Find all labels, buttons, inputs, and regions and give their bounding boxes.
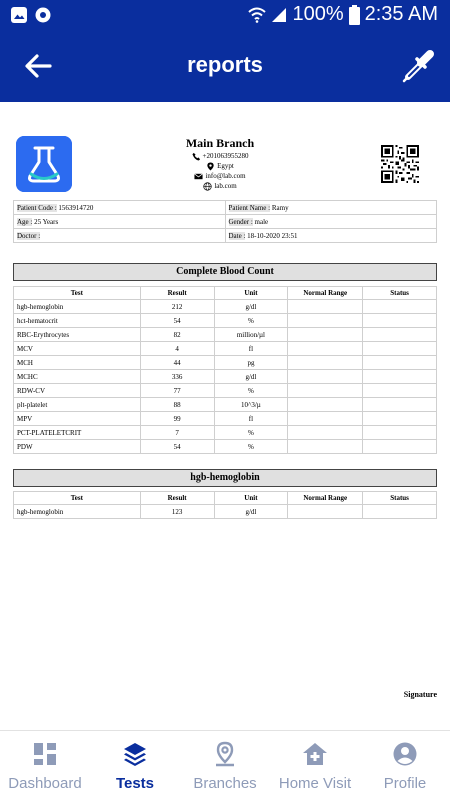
unit-cell: pg bbox=[214, 356, 288, 370]
location-pin-icon bbox=[206, 162, 215, 171]
unit-cell: % bbox=[214, 426, 288, 440]
branch-phone: +201063955280 bbox=[150, 151, 290, 161]
branch-name: Main Branch bbox=[185, 136, 255, 150]
normal-range-cell bbox=[288, 426, 363, 440]
result-cell: 123 bbox=[140, 505, 214, 519]
status-cell bbox=[363, 370, 437, 384]
unit-cell: fl bbox=[214, 342, 288, 356]
result-cell: 54 bbox=[140, 314, 214, 328]
qr-code bbox=[381, 145, 419, 183]
table-row bbox=[14, 412, 437, 426]
normal-range-cell bbox=[288, 328, 363, 342]
table-row bbox=[14, 342, 437, 356]
table-row bbox=[14, 229, 437, 243]
signature-label: Signature bbox=[403, 690, 437, 699]
test-name-cell: MCHC bbox=[14, 370, 141, 384]
nav-profile[interactable] bbox=[360, 731, 450, 800]
nav-label: Tests bbox=[115, 775, 155, 792]
normal-range-cell bbox=[288, 342, 363, 356]
table-row bbox=[14, 356, 437, 370]
table-row bbox=[14, 426, 437, 440]
status-cell bbox=[363, 356, 437, 370]
unit-cell: 10^3/µ bbox=[214, 398, 288, 412]
status-cell bbox=[363, 412, 437, 426]
nav-label: Home Visit bbox=[278, 775, 352, 792]
patient-name: Ramy bbox=[271, 203, 289, 212]
table-row bbox=[14, 398, 437, 412]
nav-home-visit[interactable] bbox=[270, 731, 360, 800]
report-date: 18-10-2020 23:51 bbox=[247, 231, 298, 240]
col-normal-range: Normal Range bbox=[288, 492, 363, 505]
gender-cell: Gender : male bbox=[225, 215, 437, 229]
col-test: Test bbox=[14, 287, 141, 300]
email-icon bbox=[194, 172, 203, 181]
status-cell bbox=[363, 398, 437, 412]
test-name-cell: hct-hematocrit bbox=[14, 314, 141, 328]
table-row bbox=[14, 384, 437, 398]
branch-header bbox=[150, 136, 290, 191]
cbc-rows bbox=[14, 300, 437, 454]
normal-range-cell bbox=[288, 314, 363, 328]
cbc-table bbox=[13, 286, 437, 454]
table-header-row bbox=[14, 492, 437, 505]
patient-info-table bbox=[13, 200, 437, 243]
unit-cell: % bbox=[214, 384, 288, 398]
result-cell: 77 bbox=[140, 384, 214, 398]
table-row bbox=[14, 314, 437, 328]
test-name-cell: RDW-CV bbox=[14, 384, 141, 398]
unit-cell: g/dl bbox=[214, 300, 288, 314]
col-normal-range: Normal Range bbox=[288, 287, 363, 300]
lab-logo bbox=[16, 136, 72, 192]
page-title: reports bbox=[187, 52, 263, 77]
normal-range-cell bbox=[288, 398, 363, 412]
col-result: Result bbox=[140, 287, 214, 300]
result-cell: 99 bbox=[140, 412, 214, 426]
result-cell: 212 bbox=[140, 300, 214, 314]
dashboard-icon bbox=[32, 741, 58, 767]
result-cell: 82 bbox=[140, 328, 214, 342]
nav-label: Profile bbox=[383, 775, 427, 792]
test-name-cell: MCV bbox=[14, 342, 141, 356]
clock: 2:35 AM bbox=[364, 3, 438, 25]
col-test: Test bbox=[14, 492, 141, 505]
date-cell: Date : 18-10-2020 23:51 bbox=[225, 229, 437, 243]
patient-gender: male bbox=[254, 217, 269, 226]
col-status: Status bbox=[363, 492, 437, 505]
hgb-rows bbox=[14, 505, 437, 519]
branch-location: Egypt bbox=[150, 161, 290, 171]
cbc-section-title: Complete Blood Count bbox=[13, 263, 437, 281]
app-bar bbox=[0, 30, 450, 102]
home-medical-icon bbox=[302, 741, 328, 767]
table-row bbox=[14, 370, 437, 384]
layers-icon bbox=[122, 741, 148, 767]
table-row bbox=[14, 440, 437, 454]
settings-notification-icon bbox=[34, 6, 52, 24]
nav-branches[interactable] bbox=[180, 731, 270, 800]
test-name-cell: hgb-hemoglobin bbox=[14, 300, 141, 314]
unit-cell: g/dl bbox=[214, 505, 288, 519]
test-name-cell: MPV bbox=[14, 412, 141, 426]
test-name-cell: hgb-hemoglobin bbox=[14, 505, 141, 519]
result-cell: 54 bbox=[140, 440, 214, 454]
result-cell: 7 bbox=[140, 426, 214, 440]
normal-range-cell bbox=[288, 384, 363, 398]
eyedropper-icon[interactable] bbox=[400, 46, 438, 84]
test-name-cell: MCH bbox=[14, 356, 141, 370]
unit-cell: % bbox=[214, 440, 288, 454]
unit-cell: fl bbox=[214, 412, 288, 426]
status-cell bbox=[363, 505, 437, 519]
patient-age: 25 Years bbox=[34, 217, 59, 226]
battery-percent: 100% bbox=[292, 3, 344, 25]
col-status: Status bbox=[363, 287, 437, 300]
test-name-cell: PCT-PLATELETCRIT bbox=[14, 426, 141, 440]
age-cell: Age : 25 Years bbox=[14, 215, 226, 229]
test-name-cell: PDW bbox=[14, 440, 141, 454]
table-row bbox=[14, 300, 437, 314]
table-row bbox=[14, 505, 437, 519]
branch-website: lab.com bbox=[150, 181, 290, 191]
unit-cell: million/µl bbox=[214, 328, 288, 342]
table-row bbox=[14, 201, 437, 215]
phone-icon bbox=[192, 152, 201, 161]
result-cell: 88 bbox=[140, 398, 214, 412]
status-cell bbox=[363, 384, 437, 398]
doctor-cell: Doctor : bbox=[14, 229, 226, 243]
status-bar bbox=[0, 0, 450, 30]
nav-dashboard[interactable] bbox=[0, 731, 90, 800]
test-name-cell: plt-platelet bbox=[14, 398, 141, 412]
normal-range-cell bbox=[288, 356, 363, 370]
normal-range-cell bbox=[288, 412, 363, 426]
hgb-table bbox=[13, 491, 437, 519]
battery-icon bbox=[349, 5, 360, 25]
table-row bbox=[14, 328, 437, 342]
table-row bbox=[14, 215, 437, 229]
patient-code-cell: Patient Code : 1563914720 bbox=[14, 201, 226, 215]
account-icon bbox=[392, 741, 418, 767]
signal-icon bbox=[271, 7, 287, 23]
nav-label: Dashboard bbox=[8, 775, 82, 792]
status-cell bbox=[363, 300, 437, 314]
status-cell bbox=[363, 314, 437, 328]
bottom-nav bbox=[0, 730, 450, 800]
status-cell bbox=[363, 342, 437, 356]
unit-cell: % bbox=[214, 314, 288, 328]
unit-cell: g/dl bbox=[214, 370, 288, 384]
status-cell bbox=[363, 440, 437, 454]
status-cell bbox=[363, 328, 437, 342]
globe-icon bbox=[203, 182, 212, 191]
col-unit: Unit bbox=[214, 287, 288, 300]
normal-range-cell bbox=[288, 300, 363, 314]
wifi-icon bbox=[248, 7, 266, 23]
nav-label: Branches bbox=[193, 775, 257, 792]
normal-range-cell bbox=[288, 440, 363, 454]
report bbox=[0, 102, 450, 730]
col-unit: Unit bbox=[214, 492, 288, 505]
patient-code: 1563914720 bbox=[58, 203, 94, 212]
result-cell: 44 bbox=[140, 356, 214, 370]
table-header-row bbox=[14, 287, 437, 300]
normal-range-cell bbox=[288, 370, 363, 384]
normal-range-cell bbox=[288, 505, 363, 519]
result-cell: 4 bbox=[140, 342, 214, 356]
test-name-cell: RBC-Erythrocytes bbox=[14, 328, 141, 342]
branch-email: info@lab.com bbox=[150, 171, 290, 181]
col-result: Result bbox=[140, 492, 214, 505]
patient-name-cell: Patient Name : Ramy bbox=[225, 201, 437, 215]
location-pin-icon bbox=[212, 741, 238, 767]
status-cell bbox=[363, 426, 437, 440]
nav-tests[interactable] bbox=[90, 731, 180, 800]
hgb-section-title: hgb-hemoglobin bbox=[13, 469, 437, 487]
result-cell: 336 bbox=[140, 370, 214, 384]
image-notification-icon bbox=[10, 6, 28, 24]
